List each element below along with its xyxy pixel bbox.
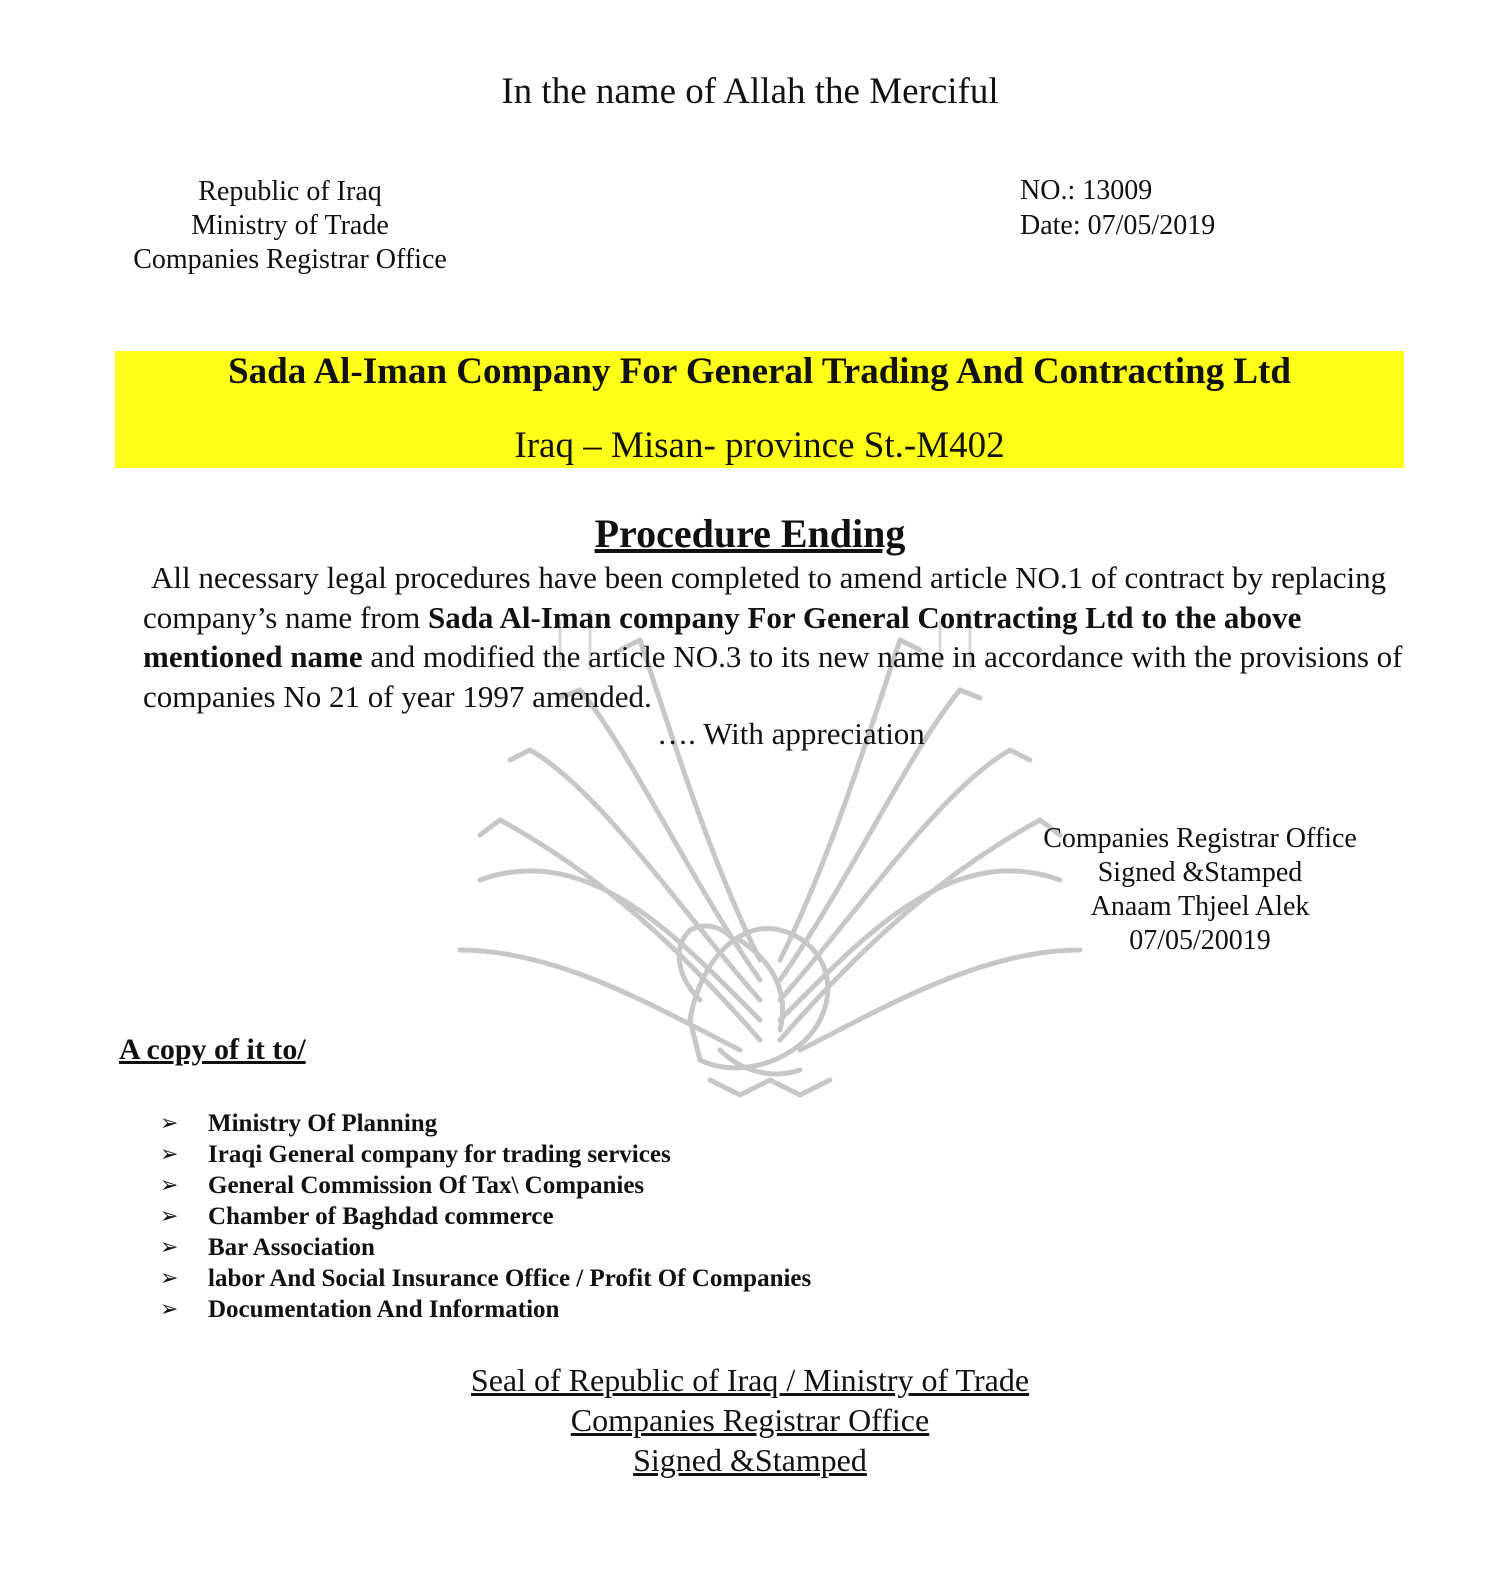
recipient-name: Bar Association xyxy=(208,1234,375,1261)
recipient-name: Iraqi General company for trading services xyxy=(208,1141,671,1168)
list-item xyxy=(160,1108,1160,1139)
seal-line-ministry: Seal of Republic of Iraq / Ministry of Trade xyxy=(470,1362,1030,1398)
paragraph-text-end: and modified the article NO.3 to its new name in accordance with the provisions of companies No 21 of year 1997 amended. xyxy=(143,639,1403,714)
list-item xyxy=(160,1201,1160,1232)
distribution-list xyxy=(160,1108,1160,1325)
registrar-signoff xyxy=(1000,822,1400,958)
closing-appreciation: …. With appreciation xyxy=(657,716,925,751)
authority-country: Republic of Iraq xyxy=(198,176,382,207)
seal-line-status: Signed &Stamped xyxy=(633,1442,867,1478)
arrow-bullet-icon: ➢ xyxy=(160,1297,179,1322)
arrow-bullet-icon: ➢ xyxy=(160,1142,179,1167)
paragraph-bold-company-name: Sada Al-Iman company For General Contracting Ltd to the above mentioned name xyxy=(143,599,1302,674)
list-item xyxy=(160,1263,1160,1294)
paragraph-text-start: All necessary legal procedures have been completed to amend article NO.1 of contract by replacing company’s name from xyxy=(143,560,1387,635)
reference-date: Date: 07/05/2019 xyxy=(1020,210,1216,241)
issuing-authority xyxy=(100,175,480,277)
seal-line-office: Companies Registrar Office xyxy=(570,1402,930,1438)
arrow-bullet-icon: ➢ xyxy=(160,1266,179,1291)
ministry-seal-block xyxy=(0,1360,1500,1480)
arrow-bullet-icon: ➢ xyxy=(160,1204,179,1229)
reference-number: NO.: 13009 xyxy=(1020,175,1153,206)
arrow-bullet-icon: ➢ xyxy=(160,1173,179,1198)
basmala-heading: In the name of Allah the Merciful xyxy=(501,71,999,112)
list-item xyxy=(160,1139,1160,1170)
list-item xyxy=(160,1232,1160,1263)
document-reference xyxy=(1020,173,1380,243)
arrow-bullet-icon: ➢ xyxy=(160,1235,179,1260)
distribution-title: A copy of it to/ xyxy=(119,1033,306,1066)
list-item xyxy=(160,1170,1160,1201)
recipient-name: General Commission Of Tax\ Companies xyxy=(208,1172,645,1199)
signoff-signatory: Anaam Thjeel Alek xyxy=(1090,891,1310,922)
document-title: Procedure Ending xyxy=(594,511,906,556)
recipient-name: Ministry Of Planning xyxy=(208,1110,438,1137)
procedure-paragraph xyxy=(143,558,1433,716)
arrow-bullet-icon: ➢ xyxy=(160,1111,179,1136)
authority-office: Companies Registrar Office xyxy=(133,244,447,275)
recipient-name: labor And Social Insurance Office / Profit Of Companies xyxy=(208,1265,812,1292)
company-address: Iraq – Misan- province St.-M402 xyxy=(514,425,1005,466)
signoff-office: Companies Registrar Office xyxy=(1043,823,1357,854)
authority-ministry: Ministry of Trade xyxy=(191,210,389,241)
company-name: Sada Al-Iman Company For General Trading And Contracting Ltd xyxy=(228,351,1291,392)
signoff-status: Signed &Stamped xyxy=(1097,857,1303,888)
recipient-name: Documentation And Information xyxy=(208,1296,560,1323)
recipient-name: Chamber of Baghdad commerce xyxy=(208,1203,554,1230)
list-item xyxy=(160,1294,1160,1325)
signoff-date: 07/05/20019 xyxy=(1129,925,1271,956)
